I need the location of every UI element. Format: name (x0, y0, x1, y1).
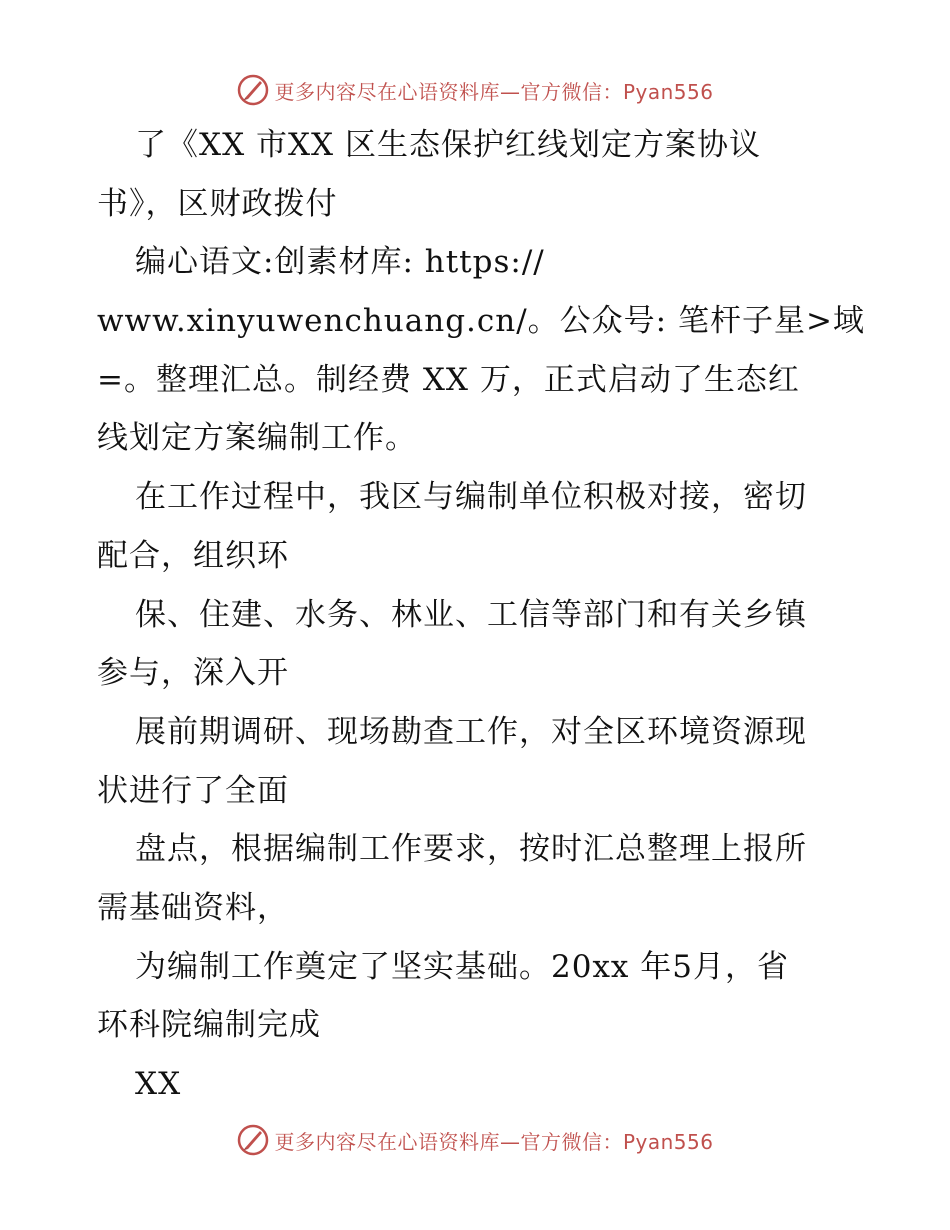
body-line: 展前期调研、现场勘查工作，对全区环境资源现 (135, 713, 807, 750)
body-line: =。整理汇总。制经费 XX 万，正式启动了生态红 (97, 361, 800, 398)
body-line: 配合，组织环 (97, 537, 289, 574)
quill-circle-icon (236, 73, 270, 107)
document-body (97, 116, 865, 1114)
body-line: 在工作过程中，我区与编制单位积极对接，密切 (135, 479, 807, 516)
body-line: 编心语文:创素材库: https:// (135, 244, 545, 281)
body-line: 为编制工作奠定了坚实基础。20xx 年5月，省 (135, 948, 789, 985)
body-line: XX (135, 1066, 182, 1102)
header-banner (0, 70, 950, 110)
body-line: 参与，深入开 (97, 655, 289, 692)
footer-banner-text: 更多内容尽在心语资料库—官方微信：Pyan556 (274, 1129, 714, 1154)
body-line: 环科院编制完成 (97, 1007, 321, 1044)
body-line: 线划定方案编制工作。 (97, 420, 417, 457)
body-line: 需基础资料， (97, 889, 289, 926)
body-line: 书》，区财政拨付 (97, 185, 338, 222)
body-line: www.xinyuwenchuang.cn/。公众号: 笔杆子星>域 (97, 303, 865, 340)
body-line: 盘点，根据编制工作要求，按时汇总整理上报所 (135, 831, 807, 868)
header-banner-text: 更多内容尽在心语资料库—官方微信：Pyan556 (274, 79, 714, 104)
quill-circle-icon (236, 1123, 270, 1157)
body-line: 保、住建、水务、林业、工信等部门和有关乡镇 (135, 596, 807, 633)
body-line: 了《XX 市XX 区生态保护红线划定方案协议 (135, 127, 761, 163)
footer-banner (0, 1120, 950, 1160)
body-line: 状进行了全面 (97, 772, 289, 809)
